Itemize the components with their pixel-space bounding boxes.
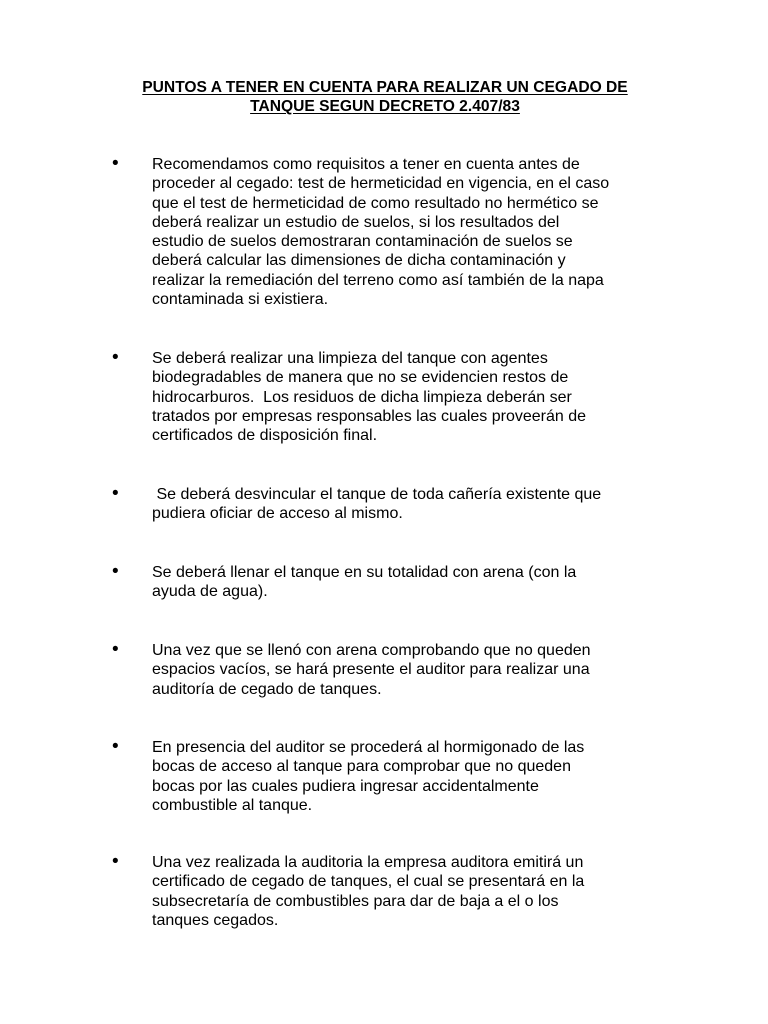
list-item-text: En presencia del auditor se procederá al hormigonado de las bocas de acceso al tanque para comprobar que no queden bocas por las cuales pudiera ingresar accidentalmente combustible al tanque. [152, 739, 585, 814]
bullet-icon: • [112, 736, 119, 757]
title-line-1: PUNTOS A TENER EN CUENTA PARA REALIZAR UN CEGADO DE [142, 79, 628, 96]
list-item-text: Recomendamos como requisitos a tener en cuenta antes de proceder al cegado: test de hermeticidad en vigencia, en el caso que el test de hermeticidad de como resultado no hermético se deberá realizar un estudio de suelos, si los resultados del estudio de suelos demostraran contaminación de suelos se deberá calcular las dimensiones de dicha contaminación y realizar la remediación del terreno como así también de la napa contaminada si existiera. [152, 156, 610, 309]
title-line-2: TANQUE SEGUN DECRETO 2.407/83 [250, 98, 520, 115]
bullet-icon: • [112, 483, 119, 504]
bullet-icon: • [112, 639, 119, 660]
document-title [100, 78, 670, 116]
bullet-icon: • [112, 153, 119, 174]
list-item-text: Una vez realizada la auditoria la empresa auditora emitirá un certificado de cegado de tanques, el cual se presentará en la subsecretaría de combustibles para dar de baja a el o los tanques cegados. [152, 854, 585, 929]
list-item-text: Se deberá desvincular el tanque de toda cañería existente que pudiera oficiar de acceso al mismo. [152, 486, 602, 523]
list-item-text: Una vez que se llenó con arena comprobando que no queden espacios vacíos, se hará presente el auditor para realizar una auditoría de cegado de tanques. [152, 642, 591, 698]
bullet-icon: • [112, 347, 119, 368]
bullet-icon: • [112, 561, 119, 582]
list-item-text: Se deberá llenar el tanque en su totalidad con arena (con la ayuda de agua). [152, 564, 577, 601]
list-item-text: Se deberá realizar una limpieza del tanque con agentes biodegradables de manera que no se evidencien restos de hidrocarburos. Los residuos de dicha limpieza deberán ser tratados por empresas responsables las cuales proveerán de certificados de disposición final. [152, 350, 587, 445]
bullet-icon: • [112, 851, 119, 872]
